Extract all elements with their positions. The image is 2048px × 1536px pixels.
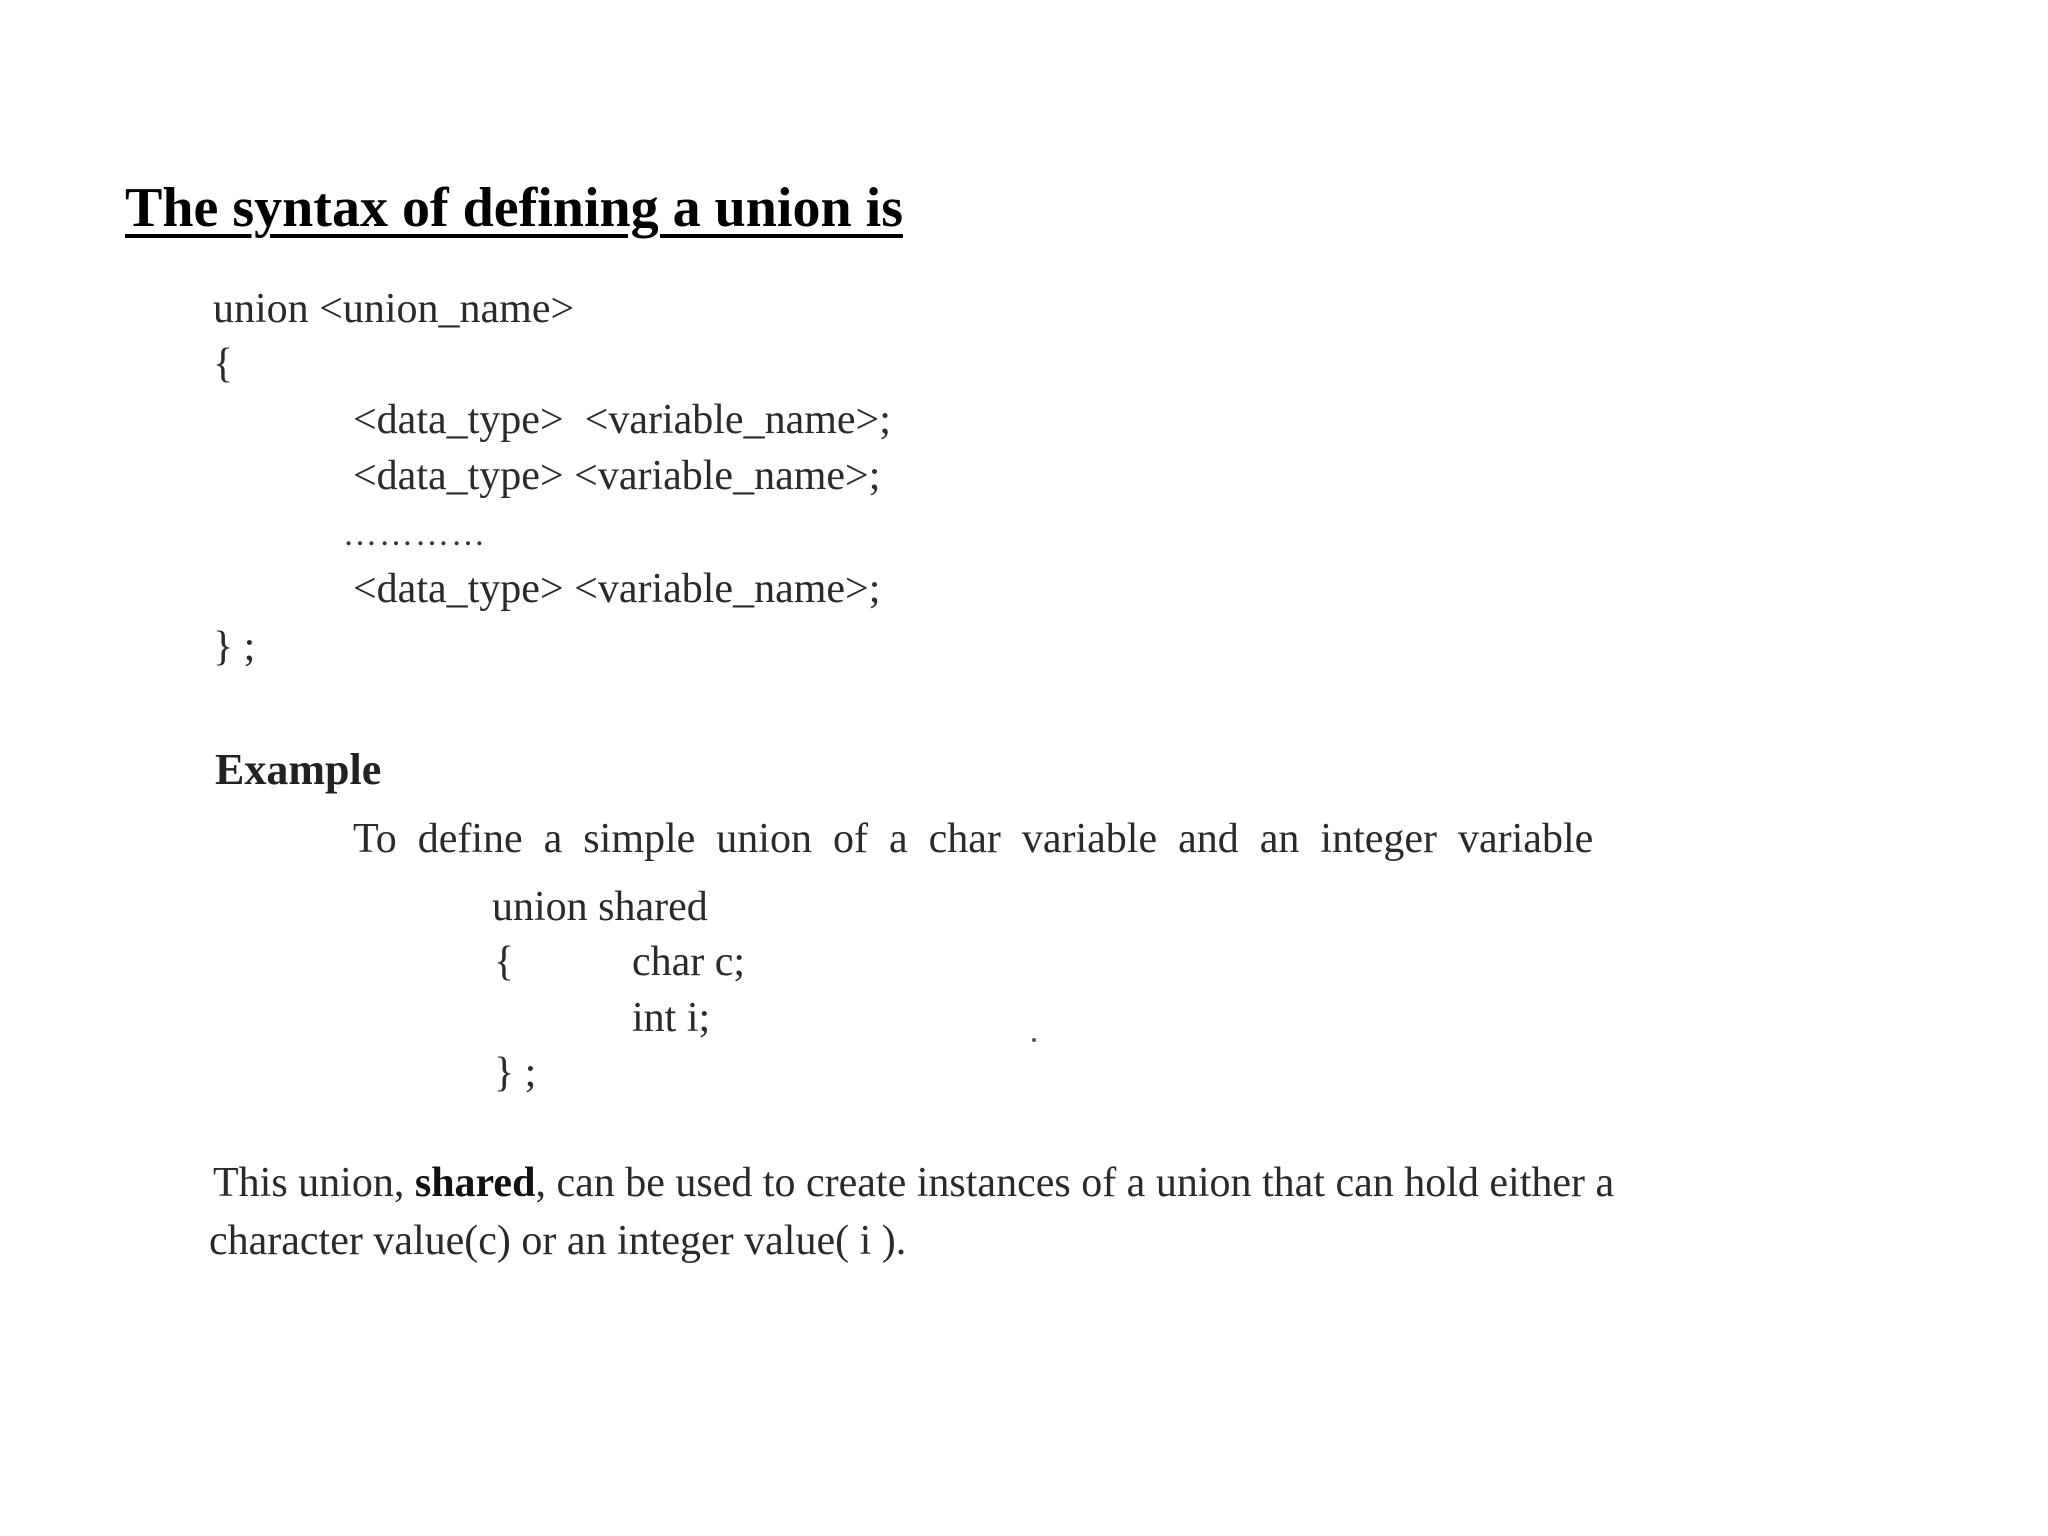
syntax-open-brace: { <box>213 341 234 387</box>
description-line-1 <box>213 1162 1614 1204</box>
description-text-end: , can be used to create instances of a union that can hold either a <box>535 1160 1615 1206</box>
description-text-start: This union, <box>213 1160 415 1206</box>
syntax-close-brace: } ; <box>213 624 256 670</box>
example-open-brace: { <box>494 939 515 985</box>
syntax-member-1: <data_type> <variable_name>; <box>353 397 891 443</box>
syntax-member-2: <data_type> <variable_name>; <box>353 453 881 499</box>
description-bold-shared: shared <box>414 1160 536 1206</box>
example-intro: To define a simple union of a char variable and an integer variable <box>353 816 1594 862</box>
description-line-2: character value(c) or an integer value( i ). <box>209 1218 907 1264</box>
example-heading: Example <box>215 745 382 794</box>
scan-speck <box>1032 1038 1036 1042</box>
syntax-union-line: union <union_name> <box>213 286 575 332</box>
syntax-member-3: <data_type> <variable_name>; <box>353 566 881 612</box>
page-title: The syntax of defining a union is <box>125 177 903 239</box>
example-member-char: char c; <box>632 939 746 985</box>
example-member-int: int i; <box>632 995 711 1041</box>
syntax-ellipsis: ………… <box>343 516 487 553</box>
example-close-brace: } ; <box>494 1050 537 1096</box>
example-union-line: union shared <box>492 884 708 930</box>
